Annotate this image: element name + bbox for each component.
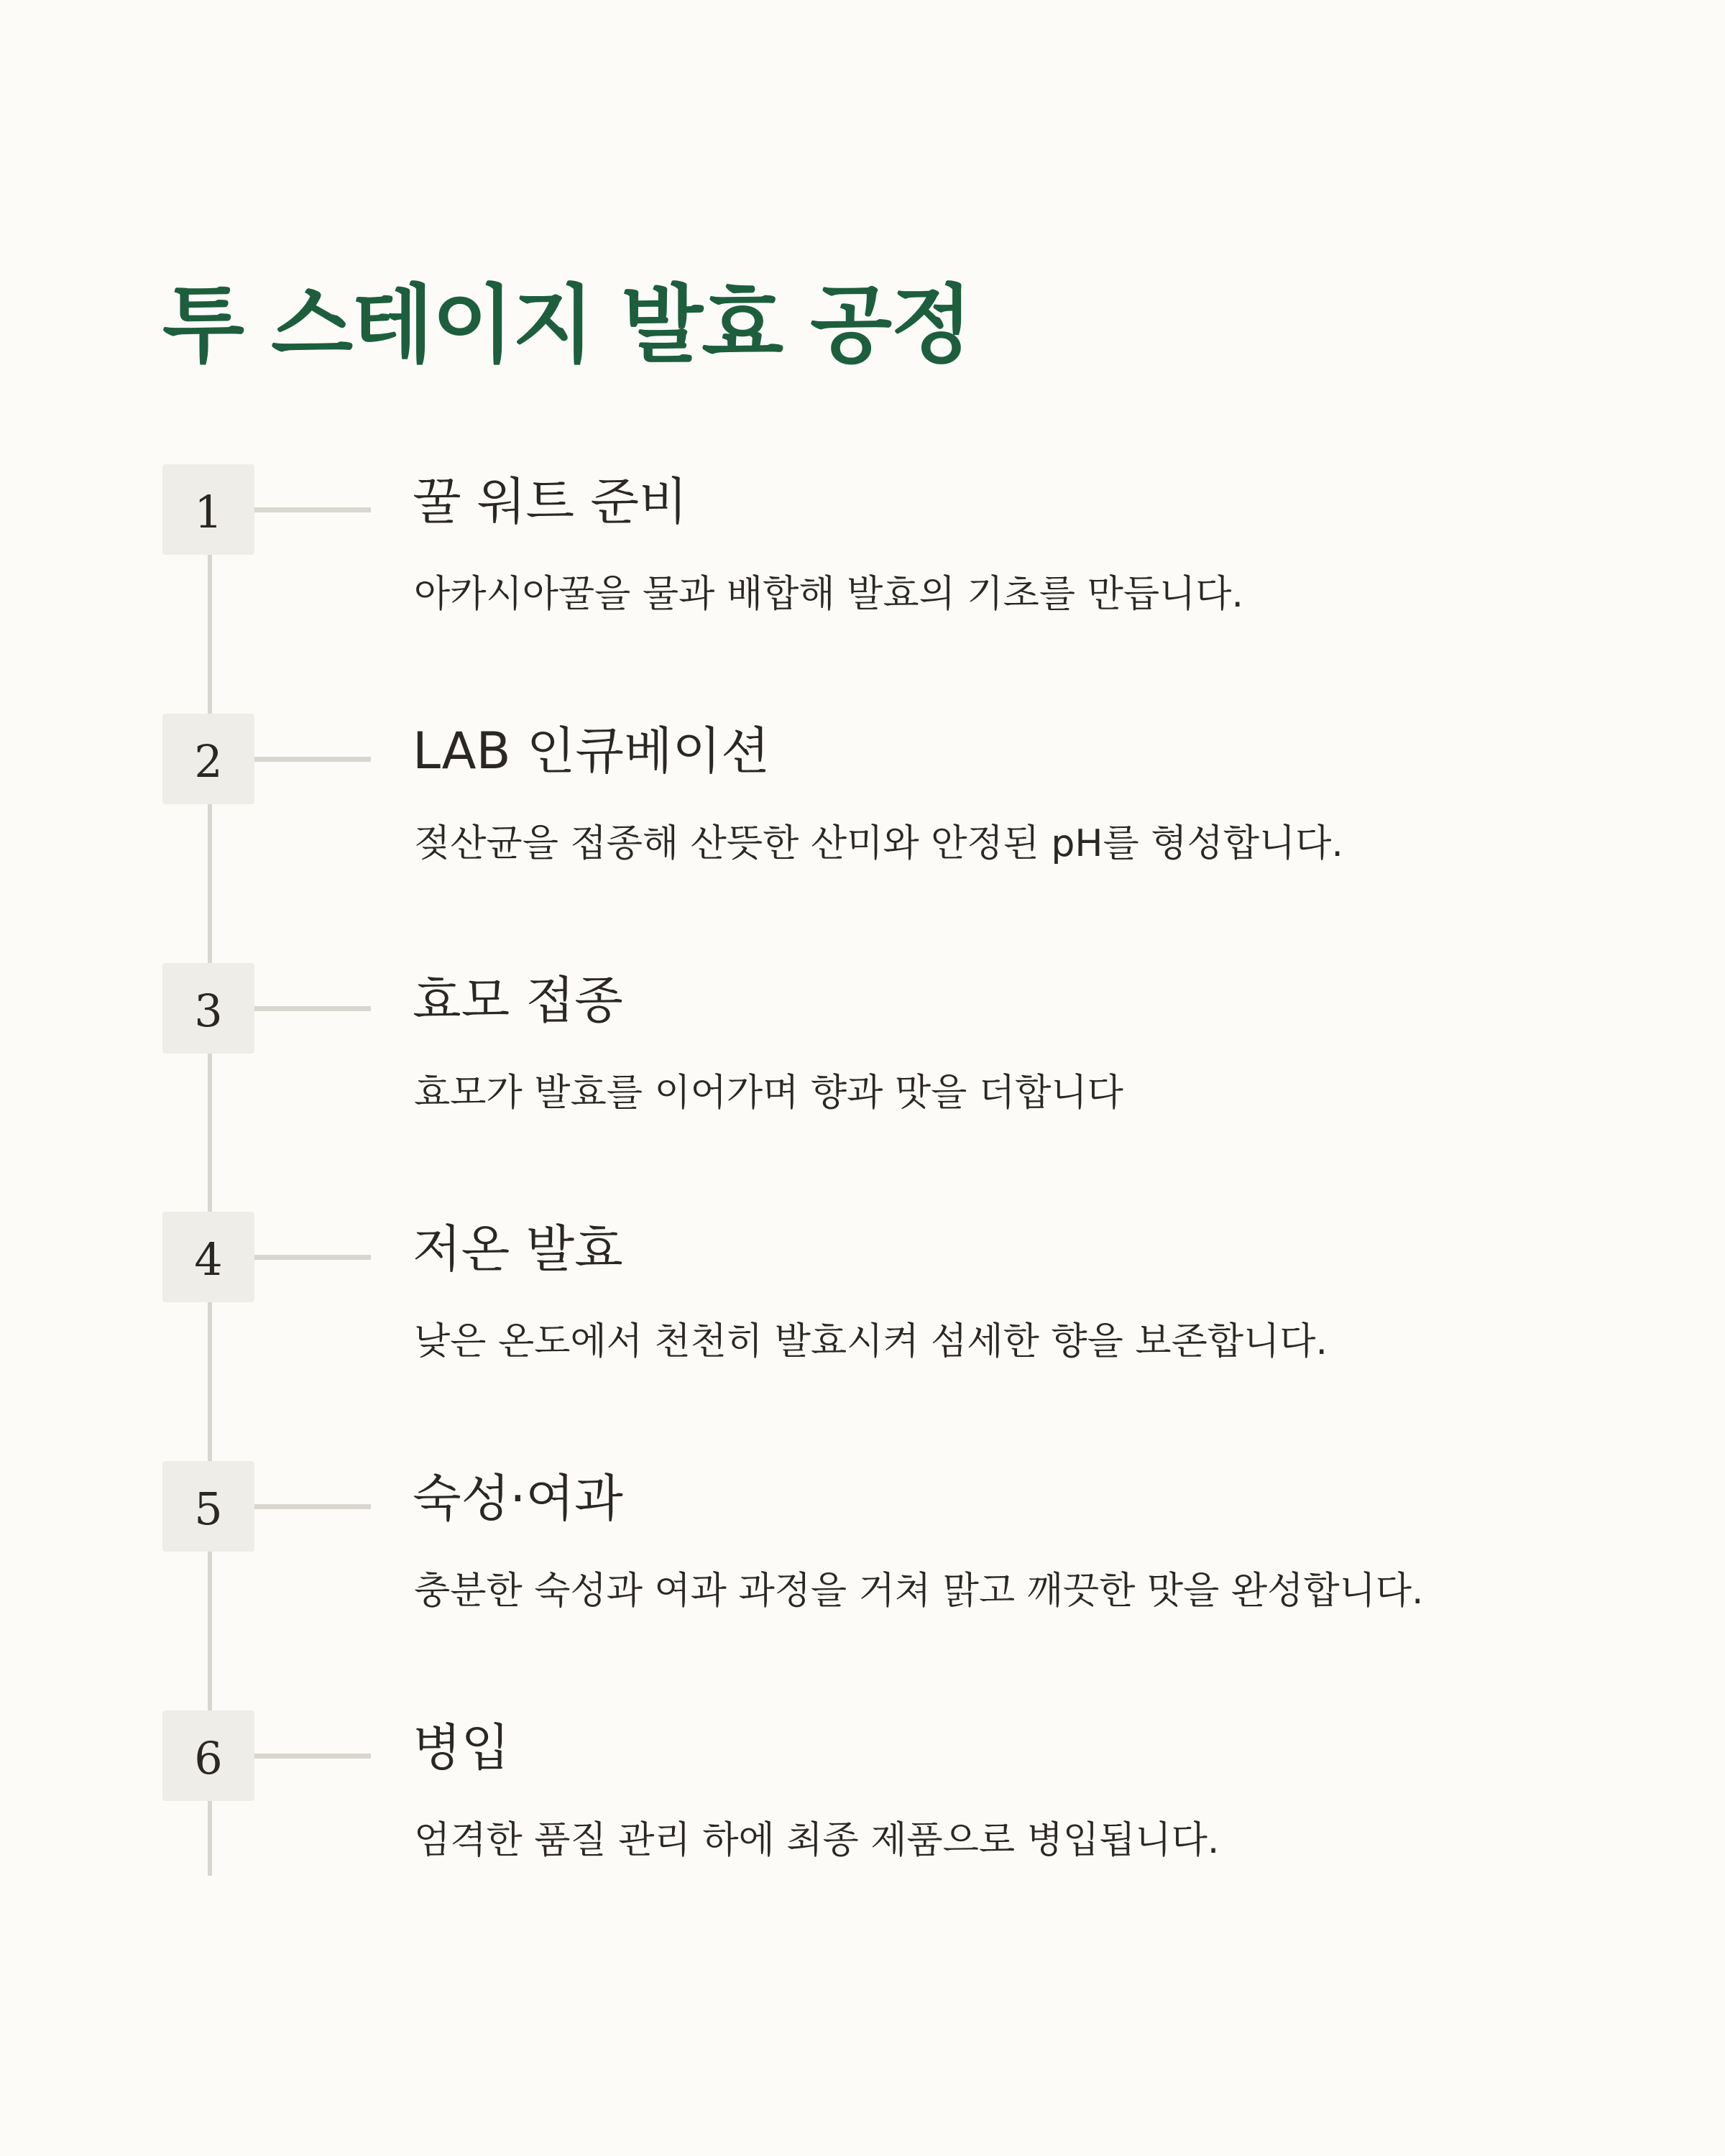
step-number-badge <box>162 1710 254 1801</box>
step-connector <box>254 1006 371 1011</box>
step-connector <box>254 757 371 762</box>
step-connector <box>254 1255 371 1260</box>
step-number: 6 <box>194 1732 223 1784</box>
step-number: 4 <box>194 1233 223 1286</box>
step-number: 2 <box>194 735 223 788</box>
step-title: 숙성·여과 <box>413 1469 623 1528</box>
step-number-badge <box>162 1461 254 1552</box>
step-description: 낮은 온도에서 천천히 발효시켜 섬세한 향을 보존합니다. <box>414 1320 1328 1363</box>
timeline-step-1 <box>0 464 1725 680</box>
timeline-step-3 <box>0 963 1725 1179</box>
timeline-step-2 <box>0 714 1725 929</box>
step-connector <box>254 1504 371 1509</box>
page-title: 투 스테이지 발효 공정 <box>162 275 972 374</box>
step-title: 꿀 워트 준비 <box>413 472 688 531</box>
step-title: 병입 <box>413 1718 510 1777</box>
step-number-badge <box>162 714 254 804</box>
step-description: 충분한 숙성과 여과 과정을 거쳐 맑고 깨끗한 맛을 완성합니다. <box>414 1570 1424 1613</box>
timeline-step-5 <box>0 1461 1725 1677</box>
timeline-step-4 <box>0 1212 1725 1427</box>
step-description: 엄격한 품질 관리 하에 최종 제품으로 병입됩니다. <box>414 1819 1220 1862</box>
step-title: 효모 접종 <box>413 971 623 1030</box>
step-number-badge <box>162 963 254 1054</box>
step-title: 저온 발효 <box>413 1220 623 1279</box>
step-connector <box>254 1754 371 1759</box>
step-connector <box>254 507 371 512</box>
timeline-step-6 <box>0 1710 1725 1926</box>
step-number-badge <box>162 1212 254 1302</box>
step-number: 5 <box>194 1483 223 1535</box>
step-number-badge <box>162 464 254 555</box>
step-number: 1 <box>194 486 223 538</box>
step-description: 젖산균을 접종해 산뜻한 산미와 안정된 pH를 형성합니다. <box>414 822 1343 865</box>
step-description: 아카시아꿀을 물과 배합해 발효의 기초를 만듭니다. <box>414 573 1244 616</box>
step-title: LAB 인큐베이션 <box>413 722 770 780</box>
step-number: 3 <box>194 985 223 1037</box>
step-description: 효모가 발효를 이어가며 향과 맛을 더합니다 <box>414 1072 1123 1115</box>
